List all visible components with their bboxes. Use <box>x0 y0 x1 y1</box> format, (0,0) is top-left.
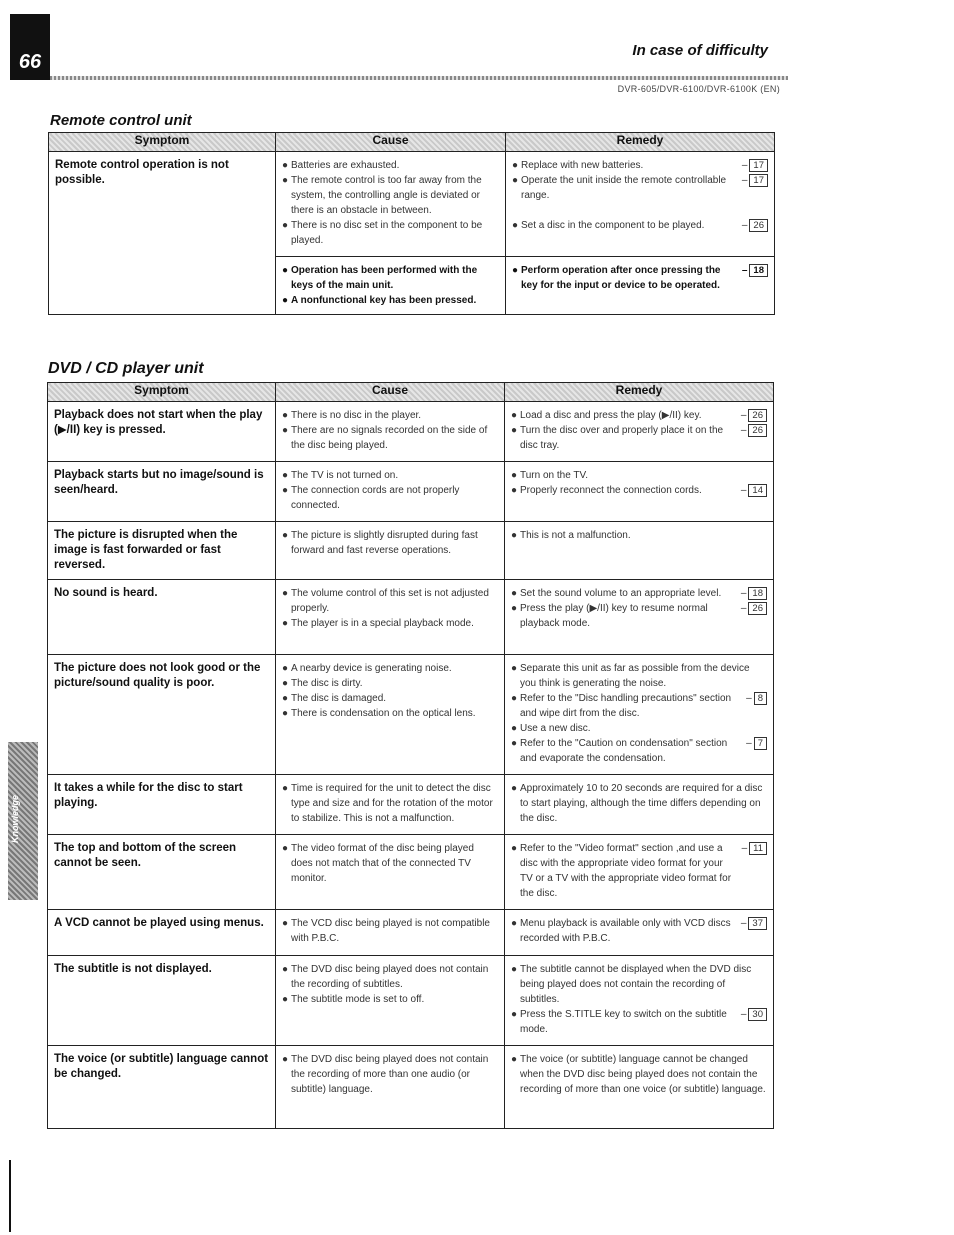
cause-item: ● A nonfunctional key has been pressed. <box>282 295 477 306</box>
section-title: In case of difficulty <box>632 42 768 59</box>
page-ref: – 7 <box>746 736 767 751</box>
symptom-cell: Playback starts but no image/sound is seen/heard. <box>48 462 276 522</box>
remedy-item: ● Load a disc and press the play (▶/II) key. – 26 <box>511 408 767 423</box>
cause-item: ● A nearby device is generating noise. <box>282 663 452 674</box>
cause-item: ● The remote control is too far away from the system, the controlling angle is deviated or there is an obstacle in between. <box>282 175 482 216</box>
dvd-section-title: DVD / CD player unit <box>48 360 204 377</box>
header-symptom: Symptom <box>48 383 276 402</box>
cause-cell <box>276 1046 505 1129</box>
header-remedy: Remedy <box>505 383 774 402</box>
symptom-cell: The voice (or subtitle) language cannot be changed. <box>48 1046 276 1129</box>
remedy-item: ● Use a new disc. <box>511 723 591 734</box>
remedy-item: ● Menu playback is available only with VCD discs recorded with P.B.C. – 37 <box>511 916 767 946</box>
cause-cell <box>276 257 506 315</box>
remedy-item: ● Refer to the "Disc handling precautions" section and wipe dirt from the disc. – 8 <box>511 691 767 721</box>
page-ref: – 37 <box>741 916 767 931</box>
symptom-cell: The picture does not look good or the picture/sound quality is poor. <box>48 655 276 775</box>
cause-item: ● The volume control of this set is not adjusted properly. <box>282 588 489 614</box>
cause-item: ● Batteries are exhausted. <box>282 160 400 171</box>
header-rule <box>50 76 788 80</box>
table-row <box>48 655 774 775</box>
remedy-item: ● This is not a malfunction. <box>511 530 631 541</box>
remedy-cell <box>505 775 774 835</box>
page-ref: – 17 <box>742 173 768 188</box>
remedy-cell <box>505 522 774 580</box>
cause-cell <box>276 956 505 1046</box>
remedy-item: ● Turn the disc over and properly place it on the disc tray. – 26 <box>511 423 767 453</box>
page-ref: – 11 <box>742 841 767 856</box>
page-ref: – 8 <box>746 691 767 706</box>
remedy-item: ● Set the sound volume to an appropriate level. – 18 <box>511 586 767 601</box>
table-row <box>48 956 774 1046</box>
table-row <box>48 462 774 522</box>
remedy-cell <box>505 580 774 655</box>
cause-item: ● The video format of the disc being played does not match that of the connected TV monitor. <box>282 843 474 884</box>
header-cause: Cause <box>276 383 505 402</box>
cause-item: ● The disc is damaged. <box>282 693 387 704</box>
page-ref: – 30 <box>741 1007 767 1022</box>
cause-cell <box>276 580 505 655</box>
remote-table <box>48 132 775 315</box>
symptom-cell: Playback does not start when the play (▶/II) key is pressed. <box>48 402 276 462</box>
table-row <box>48 835 774 910</box>
remedy-cell <box>505 462 774 522</box>
cause-item: ● The DVD disc being played does not contain the recording of subtitles. <box>282 964 489 990</box>
header-cause: Cause <box>276 133 506 152</box>
margin-bar <box>9 1160 11 1232</box>
remedy-item: ● Properly reconnect the connection cords. – 14 <box>511 483 767 498</box>
table-row <box>48 522 774 580</box>
table-row <box>48 910 774 956</box>
table-row <box>48 775 774 835</box>
header-remedy: Remedy <box>506 133 775 152</box>
cause-item: ● The connection cords are not properly connected. <box>282 485 460 511</box>
remedy-item: ● Press the play (▶/II) key to resume normal playback mode. – 26 <box>511 601 767 631</box>
model-line: DVR-605/DVR-6100/DVR-6100K (EN) <box>617 84 780 94</box>
cause-item: ● Time is required for the unit to detect the disc type and size and for the rotation of the motor to stabilize. This is not a malfunction. <box>282 783 493 824</box>
dvd-table <box>47 382 774 1129</box>
cause-cell <box>276 462 505 522</box>
symptom-cell: A VCD cannot be played using menus. <box>48 910 276 956</box>
cause-item: ● The picture is slightly disrupted during fast forward and fast reverse operations. <box>282 530 478 556</box>
remedy-cell <box>505 956 774 1046</box>
remedy-cell <box>506 152 775 257</box>
remedy-item: ● Refer to the "Video format" section ,and use a disc with the appropriate video format for your TV or a TV with the appropriate video format for the disc. – 11 <box>511 841 767 901</box>
cause-cell <box>276 522 505 580</box>
symptom-cell: Remote control operation is not possible. <box>49 152 276 315</box>
page-ref: – 26 <box>741 423 767 438</box>
remedy-item: ● Separate this unit as far as possible from the device you think is generating the noise. <box>511 663 750 689</box>
cause-item: ● There is no disc set in the component to be played. <box>282 220 483 246</box>
remedy-cell <box>505 402 774 462</box>
remedy-cell <box>506 257 775 315</box>
cause-cell <box>276 152 506 257</box>
cause-item: ● The disc is dirty. <box>282 678 363 689</box>
cause-item: ● There is condensation on the optical lens. <box>282 708 476 719</box>
page-ref: – 18 <box>742 263 768 278</box>
symptom-cell: It takes a while for the disc to start playing. <box>48 775 276 835</box>
cause-cell <box>276 835 505 910</box>
page-ref: – 26 <box>741 408 767 423</box>
symptom-cell: The subtitle is not displayed. <box>48 956 276 1046</box>
cause-item: ● The player is in a special playback mode. <box>282 618 474 629</box>
remote-section-title: Remote control unit <box>50 112 192 129</box>
remedy-item: ● The subtitle cannot be displayed when the DVD disc being played does not contain the recording of subtitles. <box>511 964 752 1005</box>
cause-cell <box>276 775 505 835</box>
page-ref: – 26 <box>742 218 768 233</box>
table-row <box>48 1046 774 1129</box>
table-row <box>48 402 774 462</box>
remedy-cell <box>505 910 774 956</box>
cause-item: ● There is no disc in the player. <box>282 410 422 421</box>
remedy-item: ● Perform operation after once pressing the key for the input or device to be operated. – 18 <box>512 263 768 293</box>
remedy-cell <box>505 1046 774 1129</box>
remedy-cell <box>505 835 774 910</box>
header-symptom: Symptom <box>49 133 276 152</box>
remedy-item: ● Approximately 10 to 20 seconds are required for a disc to start playing, although the time differs depending on the disc. <box>511 783 763 824</box>
remedy-cell <box>505 655 774 775</box>
remedy-item: ● The voice (or subtitle) language cannot be changed when the DVD disc being played does not contain the recording of more than one voice (or subtitle) language. <box>511 1054 766 1095</box>
remedy-item: ● Operate the unit inside the remote controllable range. – 17 <box>512 173 768 203</box>
symptom-cell: No sound is heard. <box>48 580 276 655</box>
remedy-item: ● Set a disc in the component to be played. – 26 <box>512 218 768 233</box>
cause-item: ● There are no signals recorded on the side of the disc being played. <box>282 425 488 451</box>
side-tab: Knowledge <box>8 742 38 900</box>
page-ref: – 18 <box>741 586 767 601</box>
cause-item: ● The DVD disc being played does not contain the recording of more than one audio (or subtitle) language. <box>282 1054 489 1095</box>
symptom-cell: The picture is disrupted when the image is fast forwarded or fast reversed. <box>48 522 276 580</box>
cause-item: ● The subtitle mode is set to off. <box>282 994 425 1005</box>
symptom-cell: The top and bottom of the screen cannot be seen. <box>48 835 276 910</box>
cause-item: ● The TV is not turned on. <box>282 470 399 481</box>
cause-cell <box>276 655 505 775</box>
cause-item: ● The VCD disc being played is not compatible with P.B.C. <box>282 918 490 944</box>
page-ref: – 26 <box>741 601 767 616</box>
cause-item: ● Operation has been performed with the keys of the main unit. <box>282 265 478 291</box>
remedy-item: ● Press the S.TITLE key to switch on the subtitle mode. – 30 <box>511 1007 767 1037</box>
cause-cell <box>276 910 505 956</box>
table-row <box>48 580 774 655</box>
page-ref: – 17 <box>742 158 768 173</box>
cause-cell <box>276 402 505 462</box>
remedy-item: ● Refer to the "Caution on condensation" section and evaporate the condensation. – 7 <box>511 736 767 766</box>
remedy-item: ● Replace with new batteries. – 17 <box>512 158 768 173</box>
page-ref: – 14 <box>741 483 767 498</box>
remedy-item: ● Turn on the TV. <box>511 470 589 481</box>
page-number: 66 <box>10 14 50 80</box>
